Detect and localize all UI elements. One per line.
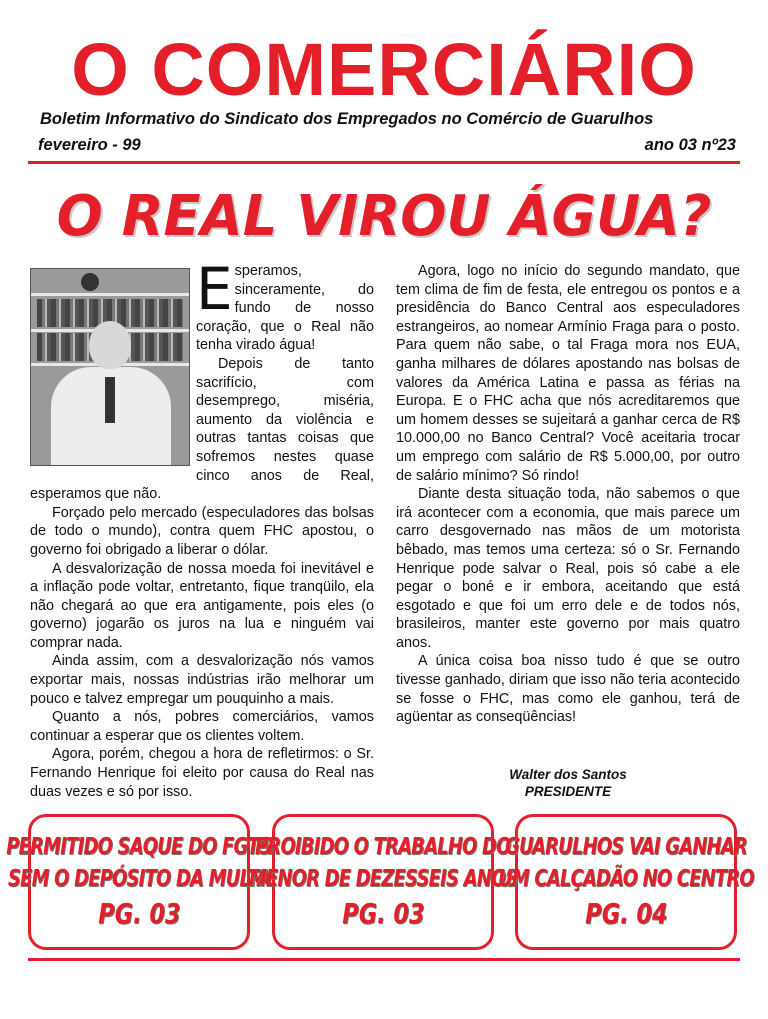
issue-date: fevereiro - 99 bbox=[38, 136, 141, 154]
teaser-line: GUARULHOS VAI GANHAR bbox=[505, 834, 747, 860]
article-paragraph: Agora, logo no início do segundo mandato, que tem clima de fim de festa, ele entregou os pontos e a presidência do Banco Central aos especuladores estrangeiros, ao nomear Armínio Fraga para o posto. Para quem não sabe, o tal Fraga mora nos EUA, ganha milhares de dólares apostando nas bolsas de valores da América Latina e passa as férias na Europa. E o FHC acha que nós acreditaremos que um homem desses se sujeitará a ganhar cerca de R$ 10.000,00 no Banco Central? Você aceitaria trocar um emprego com salário de R$ 5.000,00, por outro de salário mínimo? Só rindo! bbox=[396, 263, 740, 484]
drop-cap: E bbox=[196, 255, 233, 323]
teaser-page: PG. 03 bbox=[97, 897, 181, 930]
teaser-line: SEM O DEPÓSITO DA MULTA bbox=[7, 866, 271, 892]
header-rule bbox=[28, 161, 740, 164]
article-paragraph: Diante desta situação toda, não sabemos o que irá acontecer com a economia, que mais parece um carro desgovernado nas mãos de um motorista bêbado, mas temos uma certeza: só o Sr. Fernando Henrique pode salvar o Real, pois só cabe a ele pegar o boné e ir embora, aceitando que está esgotado e que foi um erro dele e de todos nós, brasileiros, manter este governo por mais quatro anos. bbox=[396, 486, 740, 651]
newsletter-subtitle: Boletim Informativo do Sindicato dos Empregados no Comércio de Guarulhos bbox=[40, 110, 654, 128]
article-paragraph: speramos, sinceramente, do fundo de nosso coração, que o Real não tenha virado água! bbox=[196, 263, 374, 354]
article-right-column bbox=[396, 262, 740, 727]
footer-rule bbox=[28, 958, 740, 961]
teaser-page: PG. 04 bbox=[584, 897, 668, 930]
article-paragraph: Forçado pelo mercado (especuladores das bolsas de todo o mundo), contra quem FHC apostou, o governo foi obrigado a liberar o dólar. bbox=[30, 504, 374, 558]
article-left-column bbox=[30, 255, 374, 801]
article-paragraph: A única coisa boa nisso tudo é que se outro tivesse ganhado, diriam que isso não teria acontecido se fosse o FHC, mas como ele ganhou, terá de agüentar as conseqüências! bbox=[396, 653, 740, 726]
article-paragraph: Quanto a nós, pobres comerciários, vamos continuar a esperar que os clientes voltem. bbox=[30, 709, 374, 744]
teaser-line: MENOR DE DEZESSEIS ANOS bbox=[248, 866, 518, 892]
article-paragraph: Ainda assim, com a desvalorização nós vamos exportar mais, nossas indústrias irão melhorar um pouco e talvez empregar um pouquinho a mais. bbox=[30, 653, 374, 707]
teaser-page: PG. 03 bbox=[341, 897, 425, 930]
teaser-fgts[interactable] bbox=[6, 814, 272, 950]
article-paragraph: A desvalorização de nossa moeda foi inevitável e a inflação pode voltar, entretanto, fique tranqüilo, ela não chegará ao que era antigamente, pois eles (o governo) jogarão os juros na lua e ninguém vai comprar nada. bbox=[30, 560, 374, 651]
signature-name: Walter dos Santos bbox=[509, 767, 627, 782]
issue-number: ano 03 nº23 bbox=[644, 136, 736, 154]
president-photo bbox=[30, 268, 190, 466]
signature-role: PRESIDENTE bbox=[524, 784, 612, 799]
teaser-line: PROIBIDO O TRABALHO DO bbox=[255, 834, 511, 860]
teaser-calcadao[interactable] bbox=[498, 814, 754, 950]
issue-row bbox=[38, 136, 736, 155]
teaser-line: PERMITIDO SAQUE DO FGTS bbox=[6, 834, 272, 860]
newsletter-title: O COMERCIÁRIO bbox=[71, 28, 697, 111]
teaser-line: UM CALÇADÃO NO CENTRO bbox=[498, 866, 754, 892]
teaser-trabalho-menor[interactable] bbox=[248, 814, 518, 950]
article-paragraph: Depois de tanto sacrifício, com desemprego, miséria, aumento da violência e outras tantas coisas que sofremos nestes quase cinco anos de Real, esperamos que não. bbox=[30, 355, 374, 503]
headline: O REAL VIROU ÁGUA? bbox=[56, 184, 712, 249]
article-paragraph: Agora, porém, chegou a hora de refletirmos: o Sr. Fernando Henrique foi eleito por causa do Real nas duas vezes e só por isso. bbox=[30, 746, 374, 800]
signature bbox=[396, 766, 740, 800]
